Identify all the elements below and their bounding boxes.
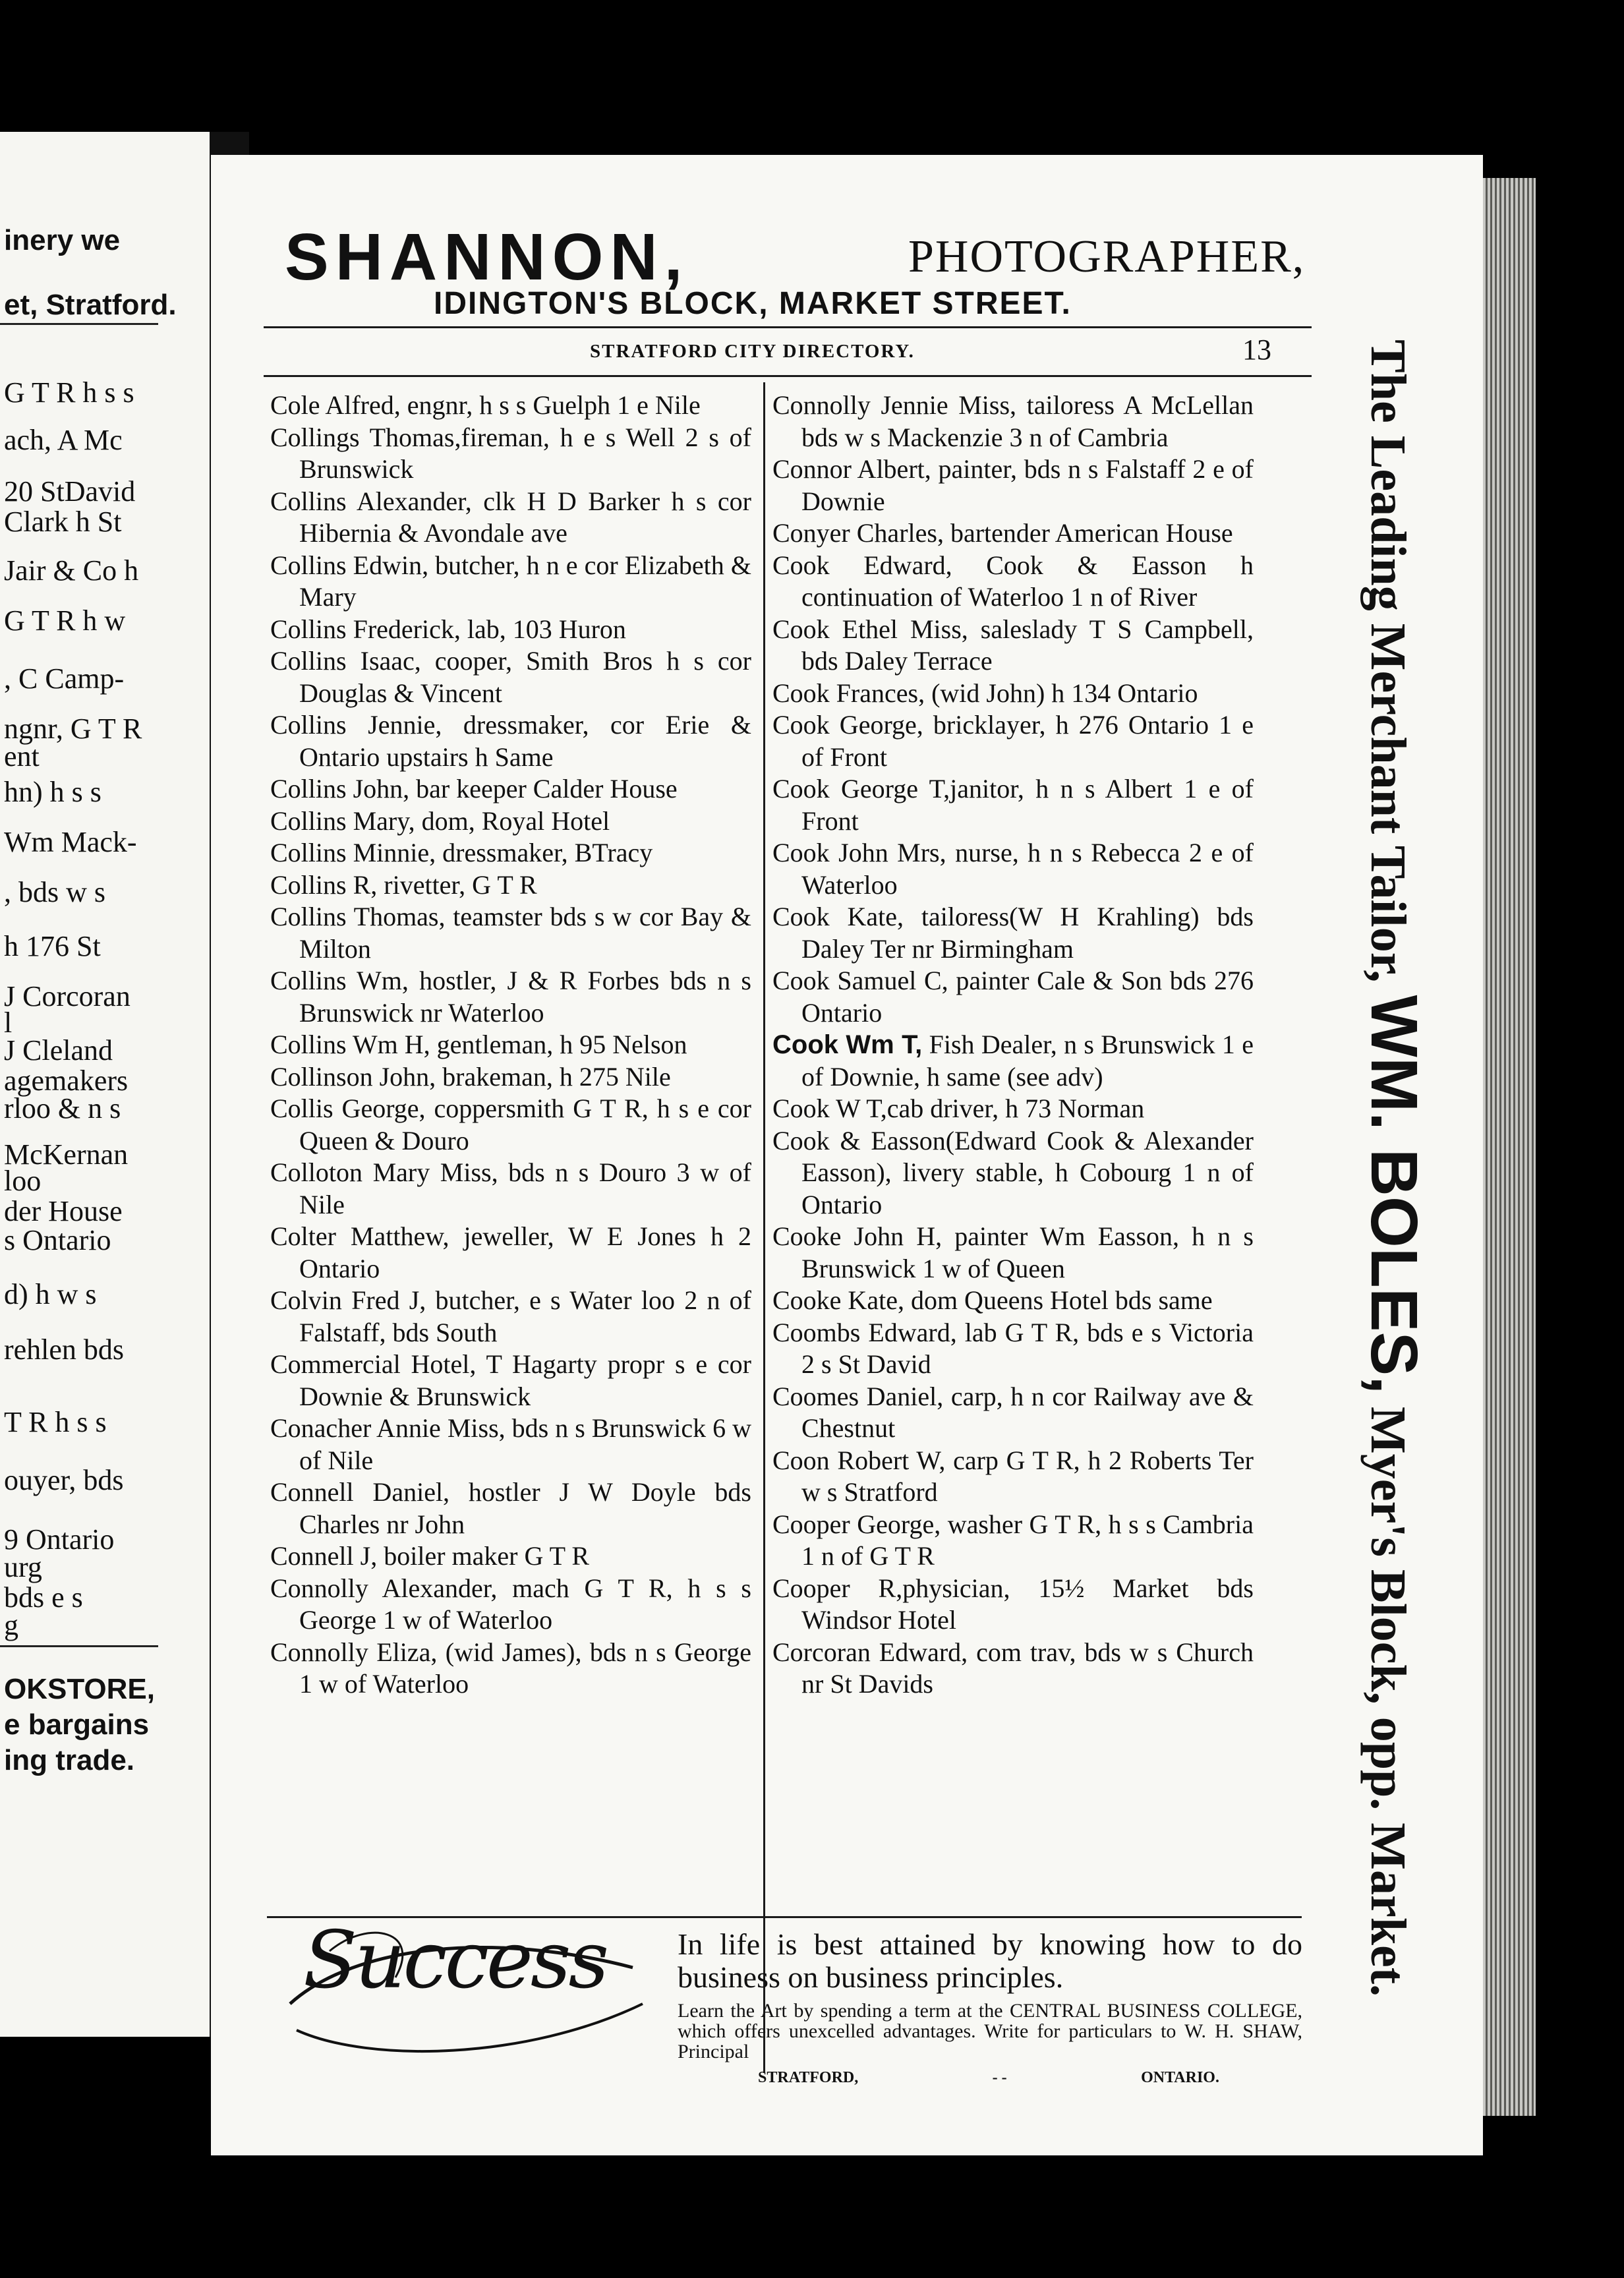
success-logo-word: Success <box>303 1915 607 2006</box>
left-page-text: urg <box>4 1551 42 1583</box>
left-page-text: h 176 St <box>4 930 101 962</box>
directory-entry <box>772 1445 1254 1509</box>
directory-entry <box>270 1061 751 1094</box>
directory-entry <box>772 1029 1254 1093</box>
left-page-text: agemakers <box>4 1065 129 1097</box>
entry-text: Cook Edward, Cook & Easson h continuation of Waterloo 1 n of River <box>772 550 1254 612</box>
left-page-text: loo <box>4 1165 42 1197</box>
left-page-text: J Corcoran <box>4 980 130 1012</box>
header-rule <box>264 375 1312 377</box>
left-page-text: ngnr, G T R <box>4 713 142 745</box>
left-page-text: bds e s <box>4 1581 83 1614</box>
directory-entry <box>772 1285 1254 1317</box>
directory-entry <box>270 1221 751 1285</box>
directory-entry <box>772 1093 1254 1125</box>
left-page-fragment <box>0 132 210 2037</box>
entry-text: Cook Ethel Miss, saleslady T S Campbell, bds Daley Terrace <box>772 614 1254 676</box>
directory-entry <box>270 1573 751 1637</box>
left-page-text: d) h w s <box>4 1278 97 1310</box>
left-page-text: G T R h s s <box>4 376 134 409</box>
page-number: 13 <box>1242 334 1271 366</box>
directory-entry <box>270 1285 751 1349</box>
entry-text: Collins Alexander, clk H D Barker h s cor Hibernia & Avondale ave <box>270 486 751 548</box>
ad-place <box>758 2069 1219 2087</box>
directory-entry <box>772 1637 1254 1701</box>
left-page-text: , C Camp- <box>4 662 125 695</box>
left-page-text: 9 Ontario <box>4 1523 115 1556</box>
entry-text: Cook & Easson(Edward Cook & Alexander Easson), livery stable, h Cobourg 1 n of Ontario <box>772 1125 1254 1219</box>
entry-text: Connolly Jennie Miss, tailoress A McLellan bds w s Mackenzie 3 n of Cambria <box>772 390 1254 452</box>
left-page-text: ent <box>4 740 40 773</box>
directory-entry <box>270 1637 751 1701</box>
entry-text: Coombs Edward, lab G T R, bds e s Victoria 2 s St David <box>772 1317 1254 1379</box>
directory-entry <box>270 550 751 614</box>
left-page-text: J Cleland <box>4 1034 113 1066</box>
entry-text: Colter Matthew, jeweller, W E Jones h 2 Ontario <box>270 1221 751 1283</box>
left-page-text: g <box>4 1609 18 1641</box>
entry-text: Collins Mary, dom, Royal Hotel <box>270 805 610 836</box>
directory-entry <box>270 1413 751 1476</box>
entry-text: Fish Dealer, n s Brunswick 1 e of Downie, h same (see adv) <box>801 1030 1254 1092</box>
directory-entry <box>270 1540 751 1573</box>
ad-headline: In life is best attained by knowing how to do business on business principles. <box>678 1927 1302 1994</box>
left-page-text: 20 StDavid <box>4 475 136 508</box>
left-page-text: OKSTORE, <box>4 1673 156 1705</box>
left-page-text: s Ontario <box>4 1224 111 1256</box>
directory-entry <box>772 773 1254 837</box>
directory-entry <box>772 1125 1254 1221</box>
entry-name-bold: Cook Wm T, <box>772 1030 923 1059</box>
entry-text: Corcoran Edward, com trav, bds w s Church nr St Davids <box>772 1637 1254 1699</box>
entry-text: Connolly Eliza, (wid James), bds n s George 1 w of Waterloo <box>270 1637 751 1699</box>
entry-text: Collins Wm H, gentleman, h 95 Nelson <box>270 1030 687 1059</box>
entry-text: Cook George T,janitor, h n s Albert 1 e of Front <box>772 774 1254 836</box>
left-page-text: ing trade. <box>4 1744 135 1776</box>
left-page-text: T R h s s <box>4 1406 107 1438</box>
left-page-text: Wm Mack- <box>4 826 137 858</box>
directory-entry <box>772 517 1254 550</box>
directory-entry <box>772 837 1254 901</box>
ad-province: ONTARIO. <box>1141 2069 1219 2086</box>
directory-entry <box>270 1476 751 1540</box>
left-page-text: ach, A Mc <box>4 424 123 456</box>
left-page-text: rloo & n s <box>4 1092 121 1124</box>
entry-text: Commercial Hotel, T Hagarty propr s e cor Downie & Brunswick <box>270 1349 751 1411</box>
left-page-text: Clark h St <box>4 506 122 538</box>
entry-text: Cooper R,physician, 15½ Market bds Windsor Hotel <box>772 1573 1254 1635</box>
entry-text: Conyer Charles, bartender American House <box>772 518 1233 548</box>
entry-text: Connolly Alexander, mach G T R, h s s George 1 w of Waterloo <box>270 1573 751 1635</box>
entry-text: Collings Thomas,fireman, h e s Well 2 s of Brunswick <box>270 422 751 484</box>
entry-text: Cooke Kate, dom Queens Hotel bds same <box>772 1285 1213 1315</box>
entry-text: Conacher Annie Miss, bds n s Brunswick 6 w of Nile <box>270 1413 751 1475</box>
running-head: STRATFORD CITY DIRECTORY. <box>590 341 915 362</box>
entry-text: Collins Isaac, cooper, Smith Bros h s cor Douglas & Vincent <box>270 646 751 708</box>
directory-entry <box>270 1093 751 1157</box>
entry-text: Collins Wm, hostler, J & R Forbes bds n s Brunswick nr Waterloo <box>270 966 751 1028</box>
left-page-text: rehlen bds <box>4 1333 125 1366</box>
banner-rule <box>264 326 1312 328</box>
entry-text: Connell J, boiler maker G T R <box>270 1541 590 1571</box>
entry-text: Cook Samuel C, painter Cale & Son bds 276 Ontario <box>772 966 1254 1028</box>
side-advert-part1: The Leading Merchant Tailor, <box>1360 339 1416 995</box>
entry-text: Collins Thomas, teamster bds s w cor Bay & Milton <box>270 902 751 964</box>
directory-entry <box>772 390 1254 453</box>
directory-entry <box>270 422 751 486</box>
directory-entry <box>270 614 751 646</box>
banner-address: IDINGTON'S BLOCK, MARKET STREET. <box>434 286 1072 321</box>
banner-profession: PHOTOGRAPHER, <box>908 231 1306 282</box>
directory-entry <box>270 869 751 902</box>
left-page-text: der House <box>4 1195 123 1227</box>
entry-text: Cook Kate, tailoress(W H Krahling) bds Daley Ter nr Birmingham <box>772 902 1254 964</box>
entry-text: Cook George, bricklayer, h 276 Ontario 1 e of Front <box>772 710 1254 772</box>
side-advert-part2: WM. BOLES, <box>1357 995 1431 1395</box>
ad-separator: - - <box>992 2069 1007 2086</box>
directory-entry <box>772 1381 1254 1445</box>
directory-entry <box>270 901 751 965</box>
directory-entry <box>772 550 1254 614</box>
left-page-text: , bds w s <box>4 876 106 908</box>
directory-entry <box>270 1029 751 1061</box>
entry-text: Coomes Daniel, carp, h n cor Railway ave & Chestnut <box>772 1381 1254 1443</box>
directory-entry <box>772 614 1254 678</box>
left-page-text: e bargains <box>4 1708 150 1741</box>
directory-entry <box>270 773 751 805</box>
directory-entry <box>772 709 1254 773</box>
entry-text: Cooper George, washer G T R, h s s Cambria 1 n of G T R <box>772 1509 1254 1571</box>
entry-text: Cook Frances, (wid John) h 134 Ontario <box>772 678 1198 708</box>
directory-entry <box>772 901 1254 965</box>
left-page-text: inery we <box>4 224 121 256</box>
left-page-text: et, Stratford. <box>4 289 177 321</box>
directory-entry <box>772 1573 1254 1637</box>
left-page-rule <box>0 1645 158 1647</box>
entry-text: Collins Frederick, lab, 103 Huron <box>270 614 626 644</box>
left-page-text: l <box>4 1007 13 1039</box>
directory-entry <box>772 1509 1254 1573</box>
left-page-text: ouyer, bds <box>4 1464 124 1496</box>
right-column <box>772 390 1254 1701</box>
left-page-text: Jair & Co h <box>4 554 139 587</box>
entry-text: Colloton Mary Miss, bds n s Douro 3 w of Nile <box>270 1157 751 1219</box>
ad-body: Learn the Art by spending a term at the CENTRAL BUSINESS COLLEGE, which offers unexcelled advantages. Write for particulars to W. H. SHAW, Principal <box>678 2000 1302 2062</box>
entry-text: Coon Robert W, carp G T R, h 2 Roberts Ter w s Stratford <box>772 1445 1254 1507</box>
left-page-text: McKernan <box>4 1138 129 1171</box>
entry-text: Collins Jennie, dressmaker, cor Erie & Ontario upstairs h Same <box>270 710 751 772</box>
directory-page <box>211 155 1483 2155</box>
ad-city: STRATFORD, <box>758 2069 859 2086</box>
side-advert <box>1310 339 1441 2119</box>
entry-text: Colvin Fred J, butcher, e s Water loo 2 n of Falstaff, bds South <box>270 1285 751 1347</box>
directory-entry <box>772 678 1254 710</box>
directory-entry <box>270 390 751 422</box>
entry-text: Collins R, rivetter, G T R <box>270 869 537 900</box>
entry-text: Collins Minnie, dressmaker, BTracy <box>270 838 653 867</box>
banner-name: SHANNON, <box>285 220 689 294</box>
entry-text: Collins John, bar keeper Calder House <box>270 774 678 803</box>
page-edges <box>1483 178 1536 2116</box>
entry-text: Collis George, coppersmith G T R, h s e cor Queen & Douro <box>270 1094 751 1155</box>
left-page-rule <box>0 323 158 325</box>
entry-text: Connor Albert, painter, bds n s Falstaff 2 e of Downie <box>772 454 1254 516</box>
directory-entry <box>772 965 1254 1029</box>
directory-entry <box>270 1349 751 1413</box>
entry-text: Cole Alfred, engnr, h s s Guelph 1 e Nile <box>270 390 701 420</box>
directory-entry <box>772 453 1254 517</box>
directory-entry <box>772 1221 1254 1285</box>
directory-entry <box>270 709 751 773</box>
left-page-text: G T R h w <box>4 604 126 637</box>
entry-text: Collinson John, brakeman, h 275 Nile <box>270 1061 671 1092</box>
column-divider <box>763 382 765 2073</box>
directory-entry <box>270 645 751 709</box>
entry-text: Cook W T,cab driver, h 73 Norman <box>772 1094 1145 1123</box>
entry-text: Connell Daniel, hostler J W Doyle bds Charles nr John <box>270 1477 751 1539</box>
directory-entry <box>270 805 751 838</box>
entry-text: Cook John Mrs, nurse, h n s Rebecca 2 e of Waterloo <box>772 838 1254 900</box>
left-page-text: hn) h s s <box>4 776 102 808</box>
directory-entry <box>772 1317 1254 1381</box>
directory-entry <box>270 486 751 550</box>
entry-text: Cooke John H, painter Wm Easson, h n s Brunswick 1 w of Queen <box>772 1221 1254 1283</box>
directory-entry <box>270 1157 751 1221</box>
entry-text: Collins Edwin, butcher, h n e cor Elizabeth & Mary <box>270 550 751 612</box>
directory-entry <box>270 965 751 1029</box>
directory-entry <box>270 837 751 869</box>
left-column <box>270 390 751 1701</box>
side-advert-part3: Myer's Block, opp. Market. <box>1360 1394 1416 1997</box>
